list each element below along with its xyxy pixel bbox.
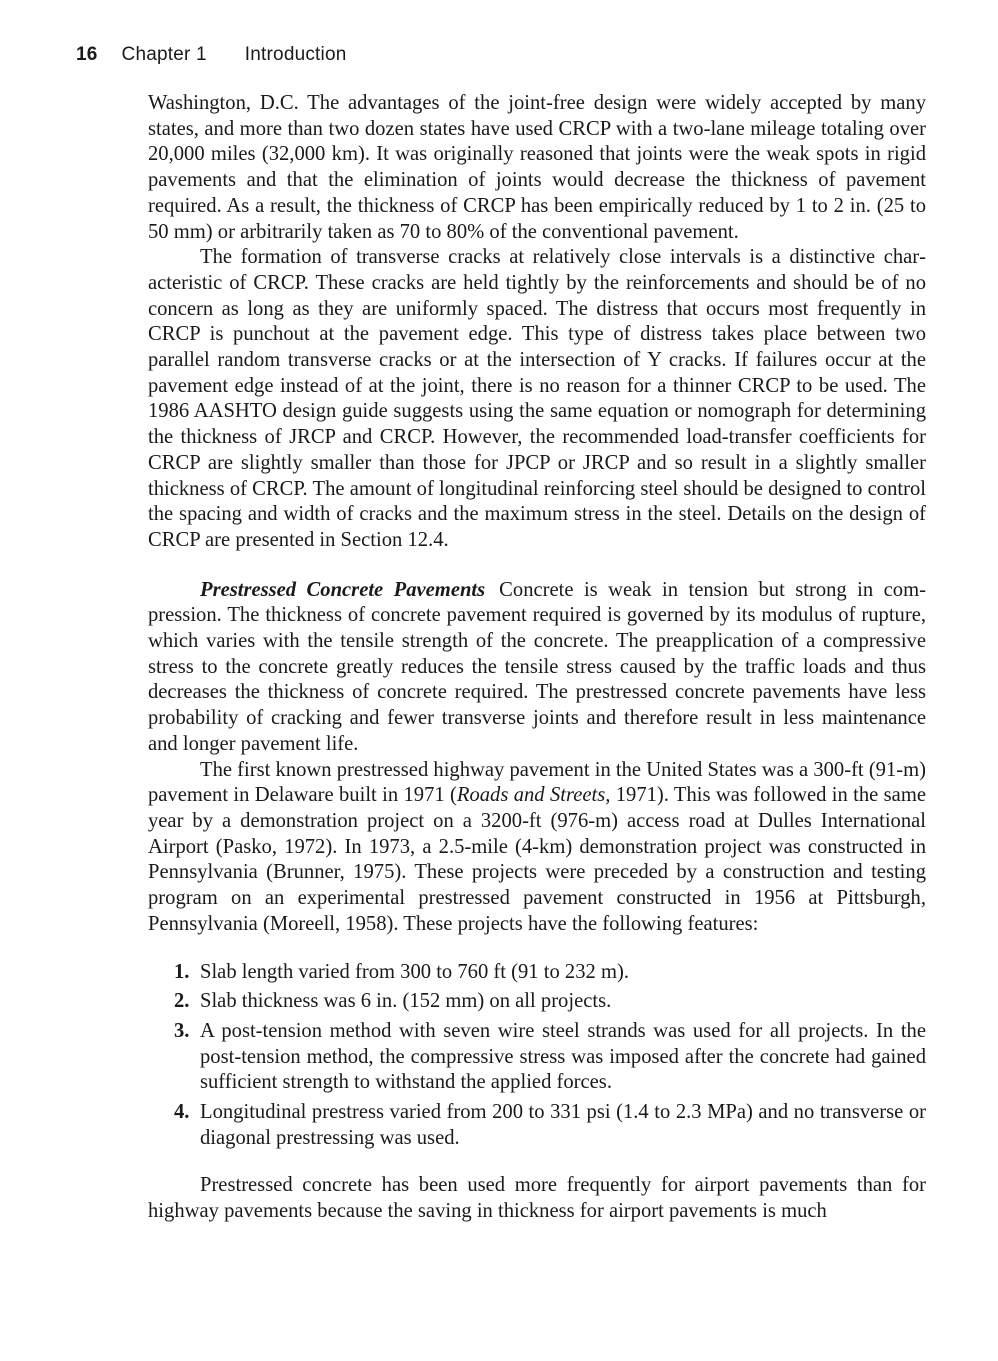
paragraph-airport-pavements: Prestressed concrete has been used more frequently for airport pavements than for highway pavements because the saving in thickness for airport pavements is much	[148, 1174, 926, 1223]
list-text: Slab thickness was 6 in. (152 mm) on all projects.	[200, 990, 612, 1013]
history-text-start: The first known prestressed highway pavement in the United States was a 300-ft (91-m) pavement in Delaware built in 1971 (	[148, 758, 926, 807]
list-number: 3.	[174, 1019, 190, 1042]
paragraph-prestressed-history	[148, 758, 926, 938]
running-head	[76, 44, 346, 66]
chapter-title: Introduction	[244, 44, 347, 65]
citation-roads-and-streets: Roads and Streets	[456, 784, 606, 807]
list-text: Longitudinal prestress varied from 200 to 331 psi (1.4 to 2.3 MPa) and no transverse or diagonal prestressing was used.	[200, 1101, 926, 1149]
list-item	[148, 1019, 926, 1096]
body-text	[148, 91, 926, 1225]
list-number: 2.	[174, 990, 190, 1013]
paragraph-crcp-cracks: The formation of transverse cracks at relatively close intervals is a distinctive characteristic of CRCP. These cracks are held tightly by the reinforcements and should be of no concern as long as they are uniformly spaced. The distress that occurs most frequently in CRCP is punchout at the pavement edge. This type of distress takes place between two parallel random transverse cracks or at the intersection of Y cracks. If failures occur at the pavement edge instead of at the joint, there is no reason for a thinner CRCP to be used. The 1986 AASHTO design guide suggests using the same equation or nomograph for determining the thickness of JRCP and CRCP. However, the recommended load-transfer coefficients for CRCP are slightly smaller than those for JPCP or JRCP and so result in a slightly smaller thickness of CRCP. The amount of longitudinal reinforcing steel should be designed to control the spacing and width of cracks and the maximum stress in the steel. Details on the design of CRCP are presented in Section 12.4.	[148, 246, 926, 551]
list-text: A post-tension method with seven wire steel strands was used for all projects. In the post-tension method, the compressive stress was imposed after the concrete had gained sufficient strength to withstand the applied forces.	[200, 1019, 926, 1094]
features-list	[148, 960, 926, 1152]
list-item	[148, 989, 926, 1015]
list-text: Slab length varied from 300 to 760 ft (91 to 232 m).	[200, 960, 629, 983]
paragraph-prestressed-text: Concrete is weak in tension but strong in compression. The thickness of concrete pavement required is governed by its modulus of rupture, which varies with the tensile strength of the concrete. The preapplication of a compressive stress to the concrete greatly reduces the tensile stress caused by the traffic loads and thus decreases the thickness of concrete required. The prestressed concrete pavements have less probability of cracking and fewer transverse joints and therefore result in less maintenance and longer pavement life.	[148, 578, 926, 755]
list-item	[148, 960, 926, 986]
list-number: 4.	[174, 1101, 190, 1124]
list-number: 1.	[174, 960, 190, 983]
chapter-label: Chapter 1	[121, 44, 207, 65]
section-heading-prestressed: Prestressed Concrete Pavements	[200, 578, 486, 601]
paragraph-prestressed-intro	[148, 578, 926, 758]
history-text-end: , 1971). This was followed in the same year by a demonstration project on a 3200-ft (976-m) access road at Dulles International Airport (Pasko, 1972). In 1973, a 2.5-mile (4-km) demonstration project was constructed in Pennsylvania (Brunner, 1975). These projects were preceded by a construction and testing program on an experimental prestressed pavement constructed in 1956 at Pittsburgh, Pennsylvania (Moreell, 1958). These projects have the following features:	[148, 784, 926, 935]
paragraph-crcp-thickness: Washington, D.C. The advantages of the joint-free design were widely accepted by many states, and more than two dozen states have used CRCP with a two-lane mileage totaling over 20,000 miles (32,000 km). It was originally reasoned that joints were the weak spots in rigid pavements and that the elimination of joints would decrease the thickness of pavement required. As a result, the thickness of CRCP has been empirically reduced by 1 to 2 in. (25 to 50 mm) or arbitrarily taken as 70 to 80% of the conventional pavement.	[148, 92, 926, 243]
page-number: 16	[76, 44, 98, 65]
list-item	[148, 1100, 926, 1151]
